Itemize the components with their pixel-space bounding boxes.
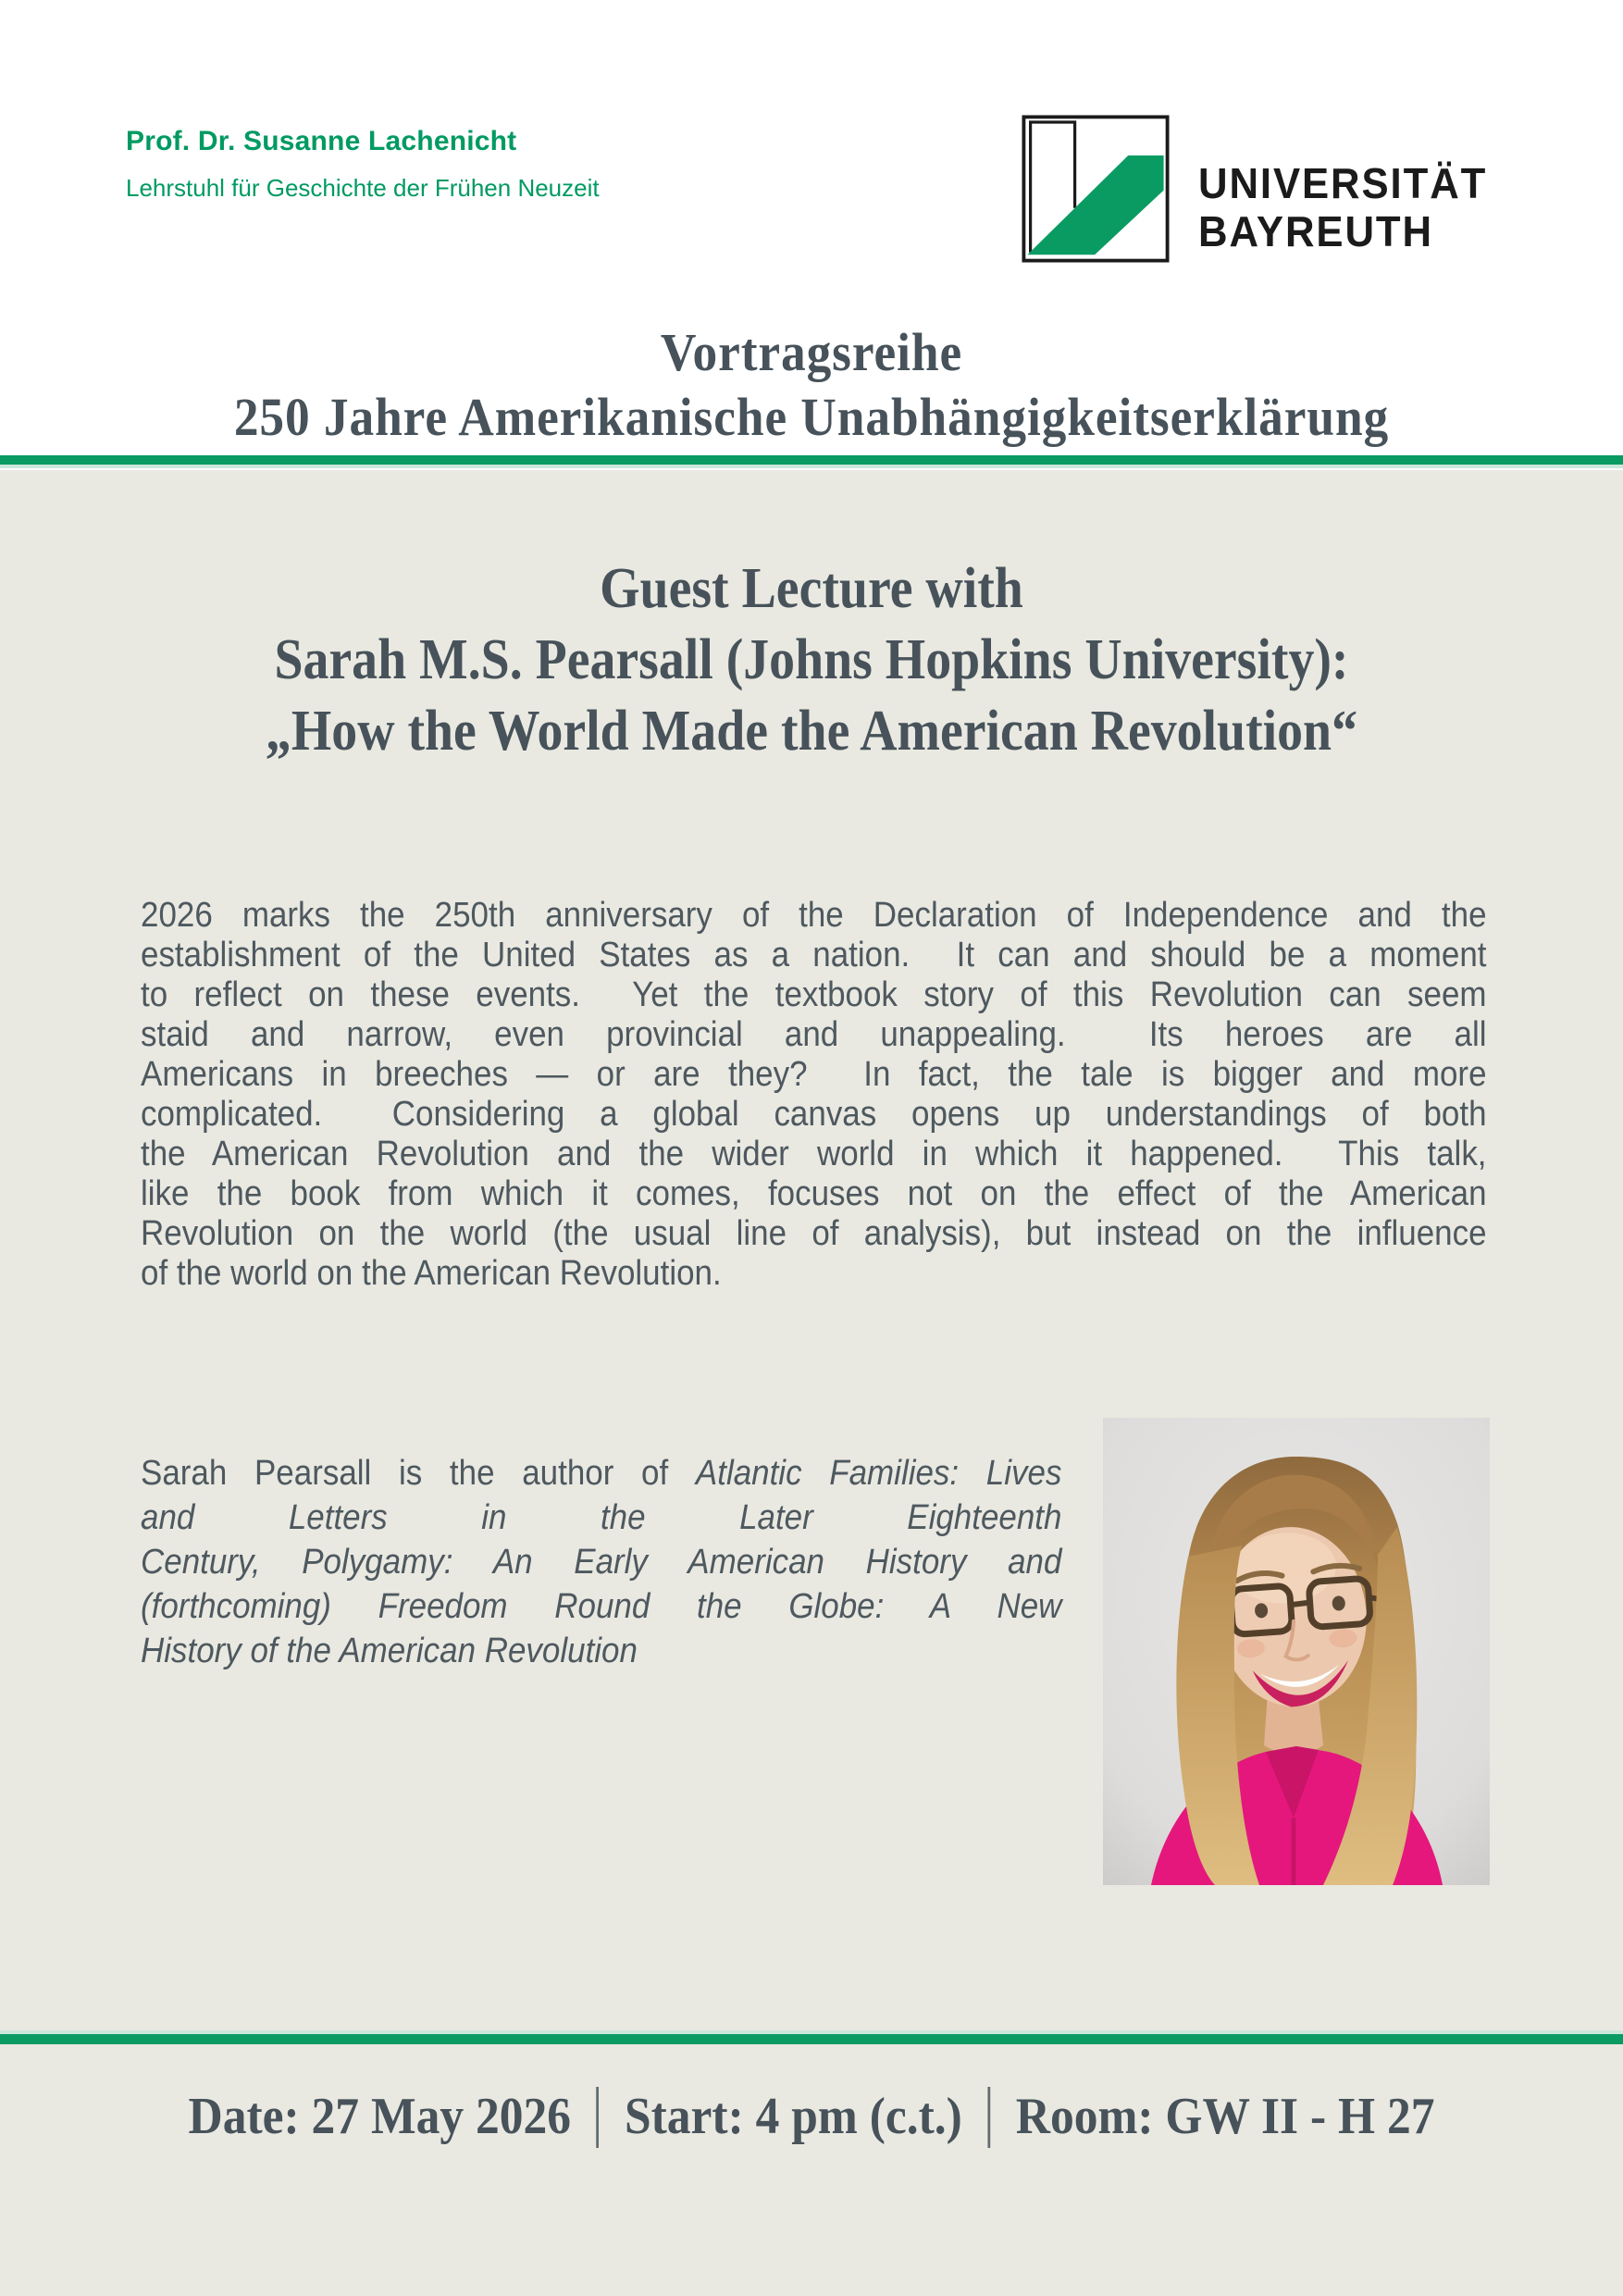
professor-name: Prof. Dr. Susanne Lachenicht [126,126,517,156]
lecture-heading-line1: Guest Lecture with [600,557,1023,620]
university-logo-icon [1021,115,1171,263]
abstract-line: of the world on the American Revolution. [141,1254,722,1293]
wordmark-line2: BAYREUTH [1198,207,1433,255]
abstract-line: Revolution on the world (the usual line of analysis), but instead on the influence [141,1214,1487,1253]
wordmark-line1: UNIVERSITÄT [1198,159,1488,207]
bio-line: Century, Polygamy: An Early American History and [141,1543,1062,1582]
abstract-line: the American Revolution and the wider world in which it happened. This talk, [141,1135,1487,1173]
bio-intro: Sarah Pearsall is the author of [141,1454,696,1493]
abstract-paragraph [141,896,1487,1294]
abstract-line: complicated. Considering a global canvas opens up understandings of both [141,1095,1487,1134]
bottom-divider-bar [0,2030,1623,2044]
abstract-line: Americans in breeches — or are they? In fact, the tale is bigger and more [141,1055,1487,1094]
chair-name: Lehrstuhl für Geschichte der Frühen Neuzeit [126,174,600,202]
event-details-line [65,2084,1558,2152]
portrait-illustration [1103,1418,1490,1885]
event-date: Date: 27 May 2026 [188,2088,572,2145]
bio-line [141,1451,1061,1496]
header-professor-block [126,126,600,203]
lecture-heading-line2: Sarah M.S. Pearsall (Johns Hopkins University): [274,628,1349,691]
top-divider-bar [0,455,1623,468]
separator-bar [597,2087,600,2148]
abstract-line: establishment of the United States as a nation. It can and should be a moment [141,936,1487,974]
bio-line: (forthcoming) Freedom Round the Globe: A New [141,1587,1062,1626]
lecture-heading [81,553,1542,767]
abstract-line: staid and narrow, even provincial and unappealing. Its heroes are all [141,1015,1487,1054]
abstract-line: to reflect on these events. Yet the textbook story of this Revolution can seem [141,975,1487,1014]
abstract-line: 2026 marks the 250th anniversary of the Declaration of Independence and the [141,896,1487,935]
series-title-line1: Vortragsreihe [660,322,963,382]
separator-bar [987,2087,990,2148]
bio-book-title: Atlantic Families: Lives [695,1454,1062,1493]
abstract-line: like the book from which it comes, focuses not on the effect of the American [141,1174,1487,1213]
event-room: Room: GW II - H 27 [1015,2088,1435,2145]
bio-line: and Letters in the Later Eighteenth [141,1498,1062,1537]
bio-paragraph [141,1451,1061,1673]
series-title-line2: 250 Jahre Amerikanische Unabhängigkeitserklärung [233,387,1390,447]
university-logo [1021,115,1503,263]
university-wordmark [1198,159,1487,255]
event-start: Start: 4 pm (c.t.) [624,2088,962,2145]
speaker-photo [1103,1418,1490,1885]
series-title [65,320,1558,450]
lecture-heading-line3: „How the World Made the American Revolution“ [265,700,1358,763]
bio-line: History of the American Revolution [141,1632,638,1670]
